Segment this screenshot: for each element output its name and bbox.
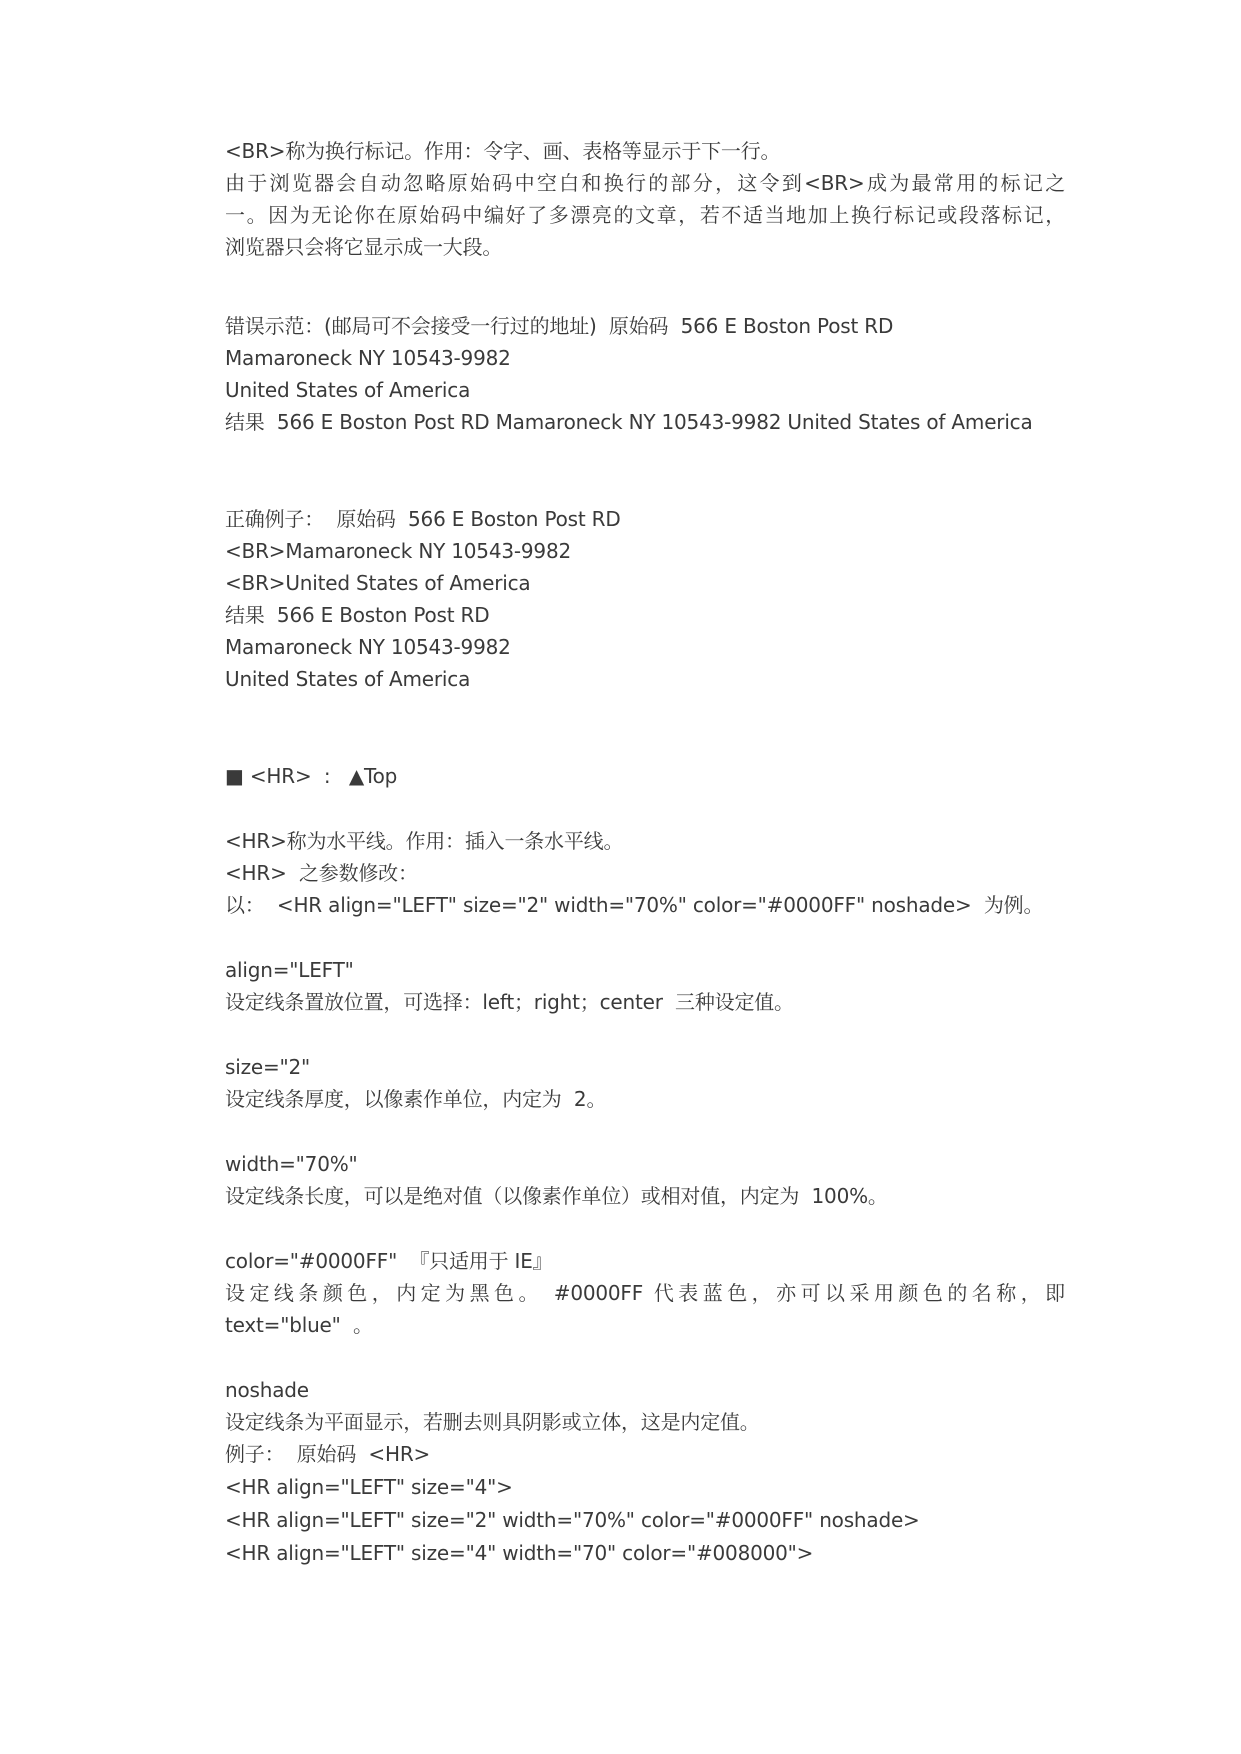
noshade-param-name: noshade bbox=[225, 1378, 309, 1402]
correct-example-result-line-3: United States of America bbox=[225, 667, 471, 691]
width-param-description: 设定线条长度，可以是绝对值（以像素作单位）或相对值，内定为 100%。 bbox=[225, 1184, 888, 1208]
align-param-description: 设定线条置放位置，可选择：left；right；center 三种设定值。 bbox=[225, 990, 794, 1014]
color-param-description-line-1: 设定线条颜色，内定为黑色。 #0000FF 代表蓝色，亦可以采用颜色的名称，即 bbox=[225, 1281, 1065, 1305]
align-param-name: align="LEFT" bbox=[225, 958, 354, 982]
wrong-example-heading: 错误示范：(邮局可不会接受一行过的地址) 原始码 566 E Boston Post RD bbox=[225, 314, 894, 338]
example-code-line-3: <HR align="LEFT" size="4" width="70" color="#008000"> bbox=[225, 1541, 814, 1565]
example-code-line-2: <HR align="LEFT" size="2" width="70%" color="#0000FF" noshade> bbox=[225, 1508, 920, 1532]
br-explanation-line-3: 浏览器只会将它显示成一大段。 bbox=[225, 235, 503, 259]
correct-example-result-line-1: 结果 566 E Boston Post RD bbox=[225, 603, 490, 627]
color-param-description-line-2: text="blue" 。 bbox=[225, 1313, 373, 1337]
example-heading: 例子： 原始码 <HR> bbox=[225, 1442, 431, 1466]
br-explanation-line-2: 一。因为无论你在原始码中编好了多漂亮的文章，若不适当地加上换行标记或段落标记， bbox=[225, 203, 1065, 227]
width-param-name: width="70%" bbox=[225, 1152, 358, 1176]
size-param-name: size="2" bbox=[225, 1055, 311, 1079]
hr-intro-line: <HR>称为水平线。作用：插入一条水平线。 bbox=[225, 829, 624, 853]
noshade-param-description: 设定线条为平面显示，若删去则具阴影或立体，这是内定值。 bbox=[225, 1410, 760, 1434]
color-param-name: color="#0000FF" 『只适用于 IE』 bbox=[225, 1249, 553, 1273]
br-explanation-line-1: 由于浏览器会自动忽略原始码中空白和换行的部分，这令到<BR>成为最常用的标记之 bbox=[225, 171, 1065, 195]
hr-params-heading: <HR> 之参数修改： bbox=[225, 861, 418, 885]
size-param-description: 设定线条厚度，以像素作单位，内定为 2。 bbox=[225, 1087, 607, 1111]
br-intro-line: <BR>称为换行标记。作用：令字、画、表格等显示于下一行。 bbox=[225, 139, 781, 163]
wrong-example-address-line-3: United States of America bbox=[225, 378, 471, 402]
hr-example-line: 以： <HR align="LEFT" size="2" width="70%" color="#0000FF" noshade> 为例。 bbox=[225, 893, 1044, 917]
correct-example-result-line-2: Mamaroneck NY 10543-9982 bbox=[225, 635, 511, 659]
correct-example-code-line-3: <BR>United States of America bbox=[225, 571, 531, 595]
wrong-example-result: 结果 566 E Boston Post RD Mamaroneck NY 10543-9982 United States of America bbox=[225, 410, 1033, 434]
correct-example-code-line-2: <BR>Mamaroneck NY 10543-9982 bbox=[225, 539, 571, 563]
hr-section-heading: ■ <HR> : ▲Top bbox=[225, 764, 398, 788]
wrong-example-address-line-2: Mamaroneck NY 10543-9982 bbox=[225, 346, 511, 370]
correct-example-heading: 正确例子： 原始码 566 E Boston Post RD bbox=[225, 507, 621, 531]
example-code-line-1: <HR align="LEFT" size="4"> bbox=[225, 1475, 513, 1499]
